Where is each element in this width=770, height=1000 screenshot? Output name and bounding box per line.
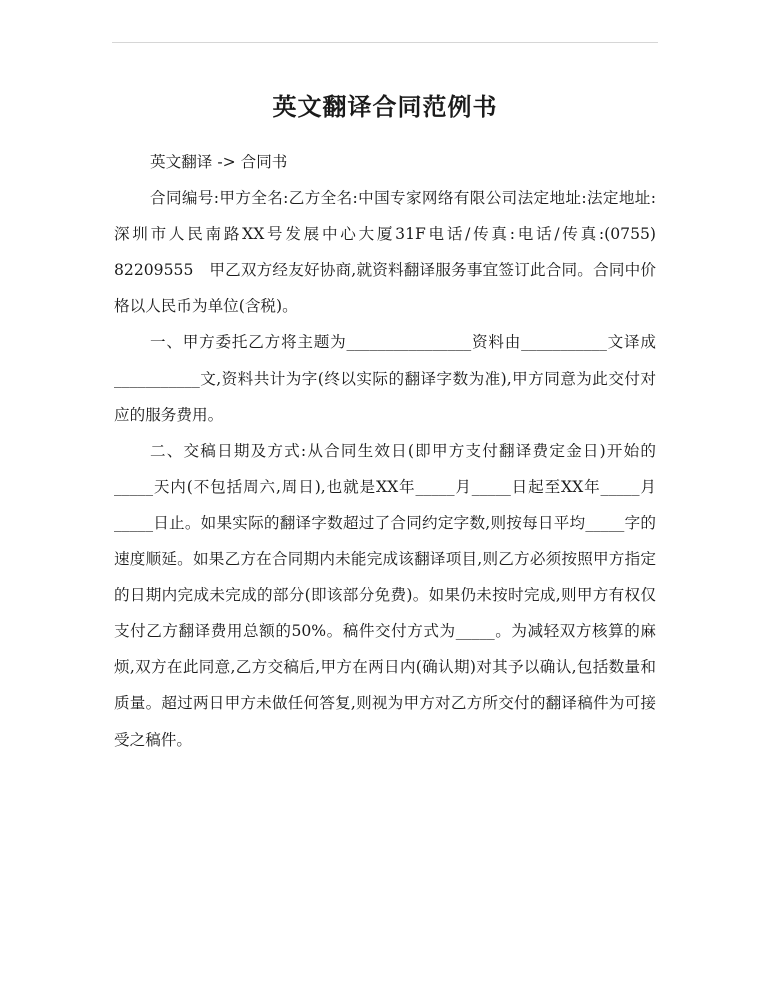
paragraph-clause-2: 二、交稿日期及方式:从合同生效日(即甲方支付翻译费定金日)开始的_____天内(不包括周六,周日),也就是XX年_____月_____日起至XX年_____月_____日止。如果实际的翻译字数超过了合同约定字数,则按每日平均_____字的速度顺延。如果乙方在合同期内未能完成该翻译项目,则乙方必须按照甲方指定的日期内完成未完成的部分(即该部分免费)。如果仍未按时完成,则甲方有权仅支付乙方翻译费用总额的50%。稿件交付方式为_____。为减轻双方核算的麻烦,双方在此同意,乙方交稿后,甲方在两日内(确认期)对其予以确认,包括数量和质量。超过两日甲方未做任何答复,则视为甲方对乙方所交付的翻译稿件为可接受之稿件。 <box>114 441 656 749</box>
document-title: 英文翻译合同范例书 <box>272 93 498 121</box>
document-subtitle: 英文翻译 -> 合同书 <box>150 153 288 171</box>
paragraph-clause-1: 一、甲方委托乙方将主题为________________资料由___________文译成___________文,资料共计为字(终以实际的翻译字数为准),甲方同意为此交付对应的服务费用。 <box>114 333 656 424</box>
document-body <box>114 144 672 758</box>
paragraph-parties: 合同编号:甲方全名:乙方全名:中国专家网络有限公司法定地址:法定地址:深圳市人民南路XX号发展中心大厦31F电话/传真:电话/传真:(0755) 82209555 甲乙双方经友好协商,就资料翻译服务事宜签订此合同。合同中价格以人民币为单位(含税)。 <box>114 189 672 316</box>
header-divider <box>112 42 658 43</box>
